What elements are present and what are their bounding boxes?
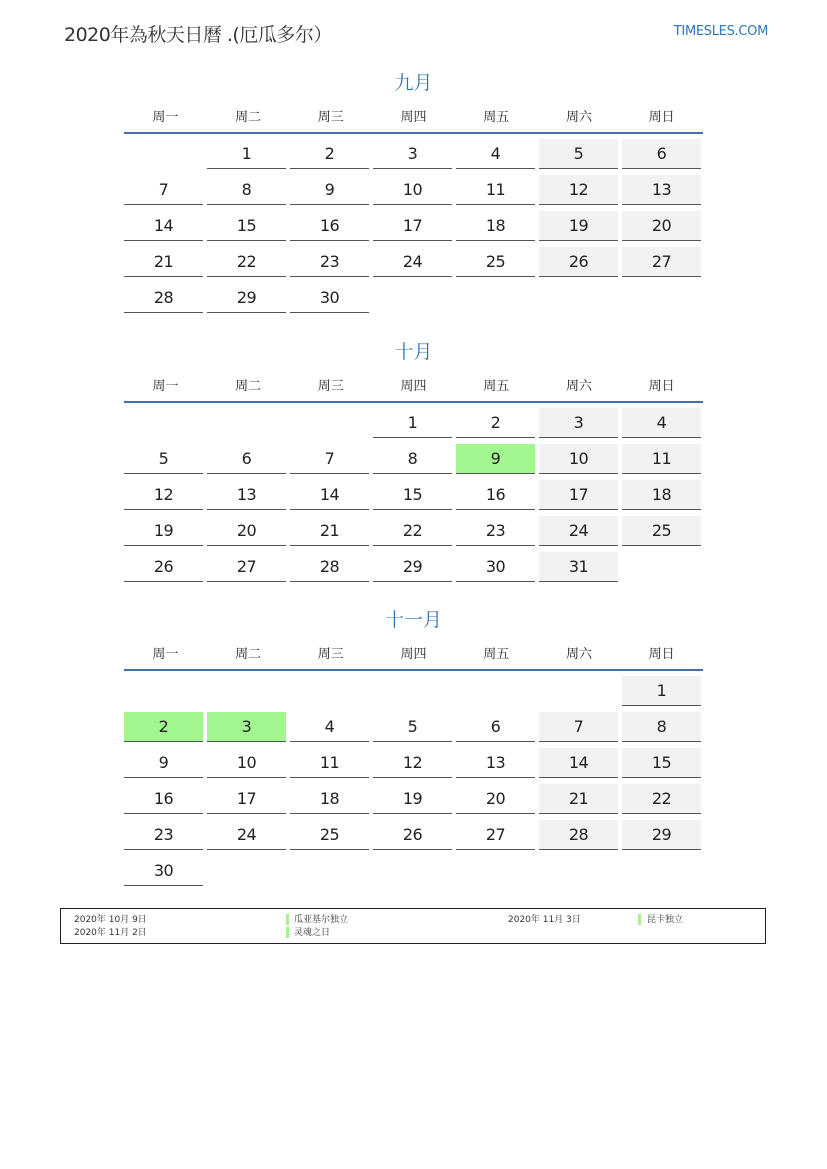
day-cell: 27 bbox=[456, 820, 535, 850]
empty-day-cell bbox=[539, 283, 618, 313]
day-cell: 5 bbox=[539, 139, 618, 169]
holiday-legend bbox=[60, 908, 766, 944]
day-cell: 26 bbox=[124, 552, 203, 582]
day-cell: 5 bbox=[124, 444, 203, 474]
empty-day-cell bbox=[207, 856, 286, 886]
weekday-label: 周一 bbox=[152, 378, 179, 394]
weekday-label: 周六 bbox=[565, 378, 592, 394]
day-cell: 30 bbox=[290, 283, 369, 313]
day-cell: 31 bbox=[539, 552, 618, 582]
day-cell: 17 bbox=[373, 211, 452, 241]
holiday-color-marker bbox=[638, 914, 641, 925]
day-cell: 15 bbox=[207, 211, 286, 241]
day-cell: 20 bbox=[456, 784, 535, 814]
empty-day-cell bbox=[290, 856, 369, 886]
empty-day-cell bbox=[622, 552, 701, 582]
day-cell: 6 bbox=[622, 139, 701, 169]
day-cell: 6 bbox=[456, 712, 535, 742]
day-cell: 8 bbox=[207, 175, 286, 205]
day-cell: 19 bbox=[373, 784, 452, 814]
day-cell: 18 bbox=[456, 211, 535, 241]
day-cell: 8 bbox=[622, 712, 701, 742]
weekday-label: 周四 bbox=[400, 109, 427, 125]
day-cell: 2 bbox=[456, 408, 535, 438]
empty-day-cell bbox=[456, 283, 535, 313]
day-cell: 13 bbox=[622, 175, 701, 205]
weekday-label: 周日 bbox=[648, 109, 675, 125]
day-cell: 15 bbox=[373, 480, 452, 510]
day-cell: 20 bbox=[207, 516, 286, 546]
day-cell: 1 bbox=[622, 676, 701, 706]
day-cell: 19 bbox=[124, 516, 203, 546]
empty-day-cell bbox=[539, 676, 618, 706]
day-cell: 14 bbox=[539, 748, 618, 778]
week-row bbox=[124, 475, 703, 511]
day-cell: 16 bbox=[124, 784, 203, 814]
day-cell: 16 bbox=[290, 211, 369, 241]
day-cell: 21 bbox=[290, 516, 369, 546]
empty-day-cell bbox=[290, 408, 369, 438]
day-cell: 1 bbox=[373, 408, 452, 438]
day-cell: 24 bbox=[207, 820, 286, 850]
day-cell: 23 bbox=[456, 516, 535, 546]
holiday-day-cell: 2 bbox=[124, 712, 203, 742]
weekday-label: 周二 bbox=[235, 646, 262, 662]
day-cell: 22 bbox=[373, 516, 452, 546]
day-cell: 15 bbox=[622, 748, 701, 778]
day-cell: 22 bbox=[622, 784, 701, 814]
day-cell: 25 bbox=[622, 516, 701, 546]
month-name: 十一月 bbox=[384, 609, 442, 631]
day-cell: 10 bbox=[207, 748, 286, 778]
week-row bbox=[124, 671, 703, 707]
day-cell: 12 bbox=[124, 480, 203, 510]
day-cell: 16 bbox=[456, 480, 535, 510]
empty-day-cell bbox=[622, 283, 701, 313]
week-row bbox=[124, 851, 703, 887]
page-title: 2020年為秋天日曆 .(厄瓜多尔） bbox=[64, 24, 332, 46]
day-cell: 24 bbox=[373, 247, 452, 277]
weekday-label: 周日 bbox=[648, 378, 675, 394]
empty-day-cell bbox=[373, 676, 452, 706]
weekday-header bbox=[124, 367, 703, 403]
weekday-label: 周五 bbox=[483, 109, 510, 125]
empty-day-cell bbox=[124, 139, 203, 169]
week-row bbox=[124, 242, 703, 278]
day-cell: 24 bbox=[539, 516, 618, 546]
day-cell: 13 bbox=[207, 480, 286, 510]
weekday-label: 周六 bbox=[565, 646, 592, 662]
day-cell: 12 bbox=[539, 175, 618, 205]
day-cell: 5 bbox=[373, 712, 452, 742]
weekday-header bbox=[124, 98, 703, 134]
weekday-label: 周日 bbox=[648, 646, 675, 662]
day-cell: 23 bbox=[124, 820, 203, 850]
holiday-color-marker bbox=[286, 927, 289, 938]
month-name: 十月 bbox=[394, 341, 433, 363]
week-row bbox=[124, 779, 703, 815]
day-cell: 7 bbox=[539, 712, 618, 742]
day-cell: 17 bbox=[207, 784, 286, 814]
day-cell: 26 bbox=[539, 247, 618, 277]
day-cell: 8 bbox=[373, 444, 452, 474]
weekday-label: 周二 bbox=[235, 378, 262, 394]
day-cell: 6 bbox=[207, 444, 286, 474]
weekday-label: 周三 bbox=[317, 378, 344, 394]
day-cell: 4 bbox=[290, 712, 369, 742]
day-cell: 10 bbox=[373, 175, 452, 205]
day-cell: 27 bbox=[207, 552, 286, 582]
legend-date: 2020年 11月 3日 bbox=[508, 915, 581, 925]
holiday-day-cell: 3 bbox=[207, 712, 286, 742]
day-cell: 17 bbox=[539, 480, 618, 510]
empty-day-cell bbox=[207, 408, 286, 438]
day-cell: 4 bbox=[456, 139, 535, 169]
week-row bbox=[124, 511, 703, 547]
day-cell: 1 bbox=[207, 139, 286, 169]
weekday-label: 周一 bbox=[152, 646, 179, 662]
day-cell: 20 bbox=[622, 211, 701, 241]
day-cell: 2 bbox=[290, 139, 369, 169]
day-cell: 11 bbox=[622, 444, 701, 474]
day-cell: 26 bbox=[373, 820, 452, 850]
week-row bbox=[124, 707, 703, 743]
month-name: 九月 bbox=[394, 72, 433, 94]
empty-day-cell bbox=[373, 283, 452, 313]
day-cell: 9 bbox=[124, 748, 203, 778]
day-cell: 10 bbox=[539, 444, 618, 474]
weekday-label: 周六 bbox=[565, 109, 592, 125]
day-cell: 22 bbox=[207, 247, 286, 277]
day-cell: 28 bbox=[124, 283, 203, 313]
empty-day-cell bbox=[622, 856, 701, 886]
empty-day-cell bbox=[539, 856, 618, 886]
day-cell: 25 bbox=[290, 820, 369, 850]
week-row bbox=[124, 439, 703, 475]
empty-day-cell bbox=[456, 856, 535, 886]
empty-day-cell bbox=[373, 856, 452, 886]
day-cell: 30 bbox=[124, 856, 203, 886]
legend-holiday-name: 灵魂之日 bbox=[294, 928, 331, 938]
weekday-label: 周五 bbox=[483, 378, 510, 394]
weekday-label: 周三 bbox=[317, 646, 344, 662]
day-cell: 21 bbox=[539, 784, 618, 814]
day-cell: 28 bbox=[539, 820, 618, 850]
empty-day-cell bbox=[124, 676, 203, 706]
day-cell: 21 bbox=[124, 247, 203, 277]
day-cell: 4 bbox=[622, 408, 701, 438]
legend-holiday-name: 瓜亚基尔独立 bbox=[294, 915, 349, 925]
day-cell: 23 bbox=[290, 247, 369, 277]
month-block bbox=[124, 68, 703, 314]
weekday-label: 周一 bbox=[152, 109, 179, 125]
day-cell: 3 bbox=[539, 408, 618, 438]
holiday-day-cell: 9 bbox=[456, 444, 535, 474]
weekday-label: 周四 bbox=[400, 378, 427, 394]
week-row bbox=[124, 547, 703, 583]
week-row bbox=[124, 206, 703, 242]
weekday-label: 周二 bbox=[235, 109, 262, 125]
holiday-color-marker bbox=[286, 914, 289, 925]
week-row bbox=[124, 403, 703, 439]
day-cell: 13 bbox=[456, 748, 535, 778]
day-cell: 9 bbox=[290, 175, 369, 205]
day-cell: 30 bbox=[456, 552, 535, 582]
day-cell: 7 bbox=[290, 444, 369, 474]
weekday-label: 周三 bbox=[317, 109, 344, 125]
site-link[interactable]: TIMESLES.COM bbox=[673, 24, 768, 39]
day-cell: 27 bbox=[622, 247, 701, 277]
weekday-header bbox=[124, 635, 703, 671]
day-cell: 12 bbox=[373, 748, 452, 778]
empty-day-cell bbox=[290, 676, 369, 706]
day-cell: 29 bbox=[373, 552, 452, 582]
week-row bbox=[124, 815, 703, 851]
day-cell: 14 bbox=[290, 480, 369, 510]
legend-date: 2020年 11月 2日 bbox=[74, 928, 147, 938]
day-cell: 14 bbox=[124, 211, 203, 241]
legend-date: 2020年 10月 9日 bbox=[74, 915, 147, 925]
week-row bbox=[124, 134, 703, 170]
week-row bbox=[124, 170, 703, 206]
day-cell: 7 bbox=[124, 175, 203, 205]
day-cell: 29 bbox=[622, 820, 701, 850]
week-row bbox=[124, 743, 703, 779]
day-cell: 25 bbox=[456, 247, 535, 277]
day-cell: 19 bbox=[539, 211, 618, 241]
empty-day-cell bbox=[124, 408, 203, 438]
month-block bbox=[124, 337, 703, 583]
month-block bbox=[124, 605, 703, 887]
empty-day-cell bbox=[456, 676, 535, 706]
day-cell: 29 bbox=[207, 283, 286, 313]
day-cell: 18 bbox=[622, 480, 701, 510]
legend-holiday-name: 昆卡独立 bbox=[647, 915, 684, 925]
day-cell: 11 bbox=[290, 748, 369, 778]
day-cell: 18 bbox=[290, 784, 369, 814]
empty-day-cell bbox=[207, 676, 286, 706]
day-cell: 11 bbox=[456, 175, 535, 205]
week-row bbox=[124, 278, 703, 314]
day-cell: 28 bbox=[290, 552, 369, 582]
weekday-label: 周五 bbox=[483, 646, 510, 662]
day-cell: 3 bbox=[373, 139, 452, 169]
weekday-label: 周四 bbox=[400, 646, 427, 662]
